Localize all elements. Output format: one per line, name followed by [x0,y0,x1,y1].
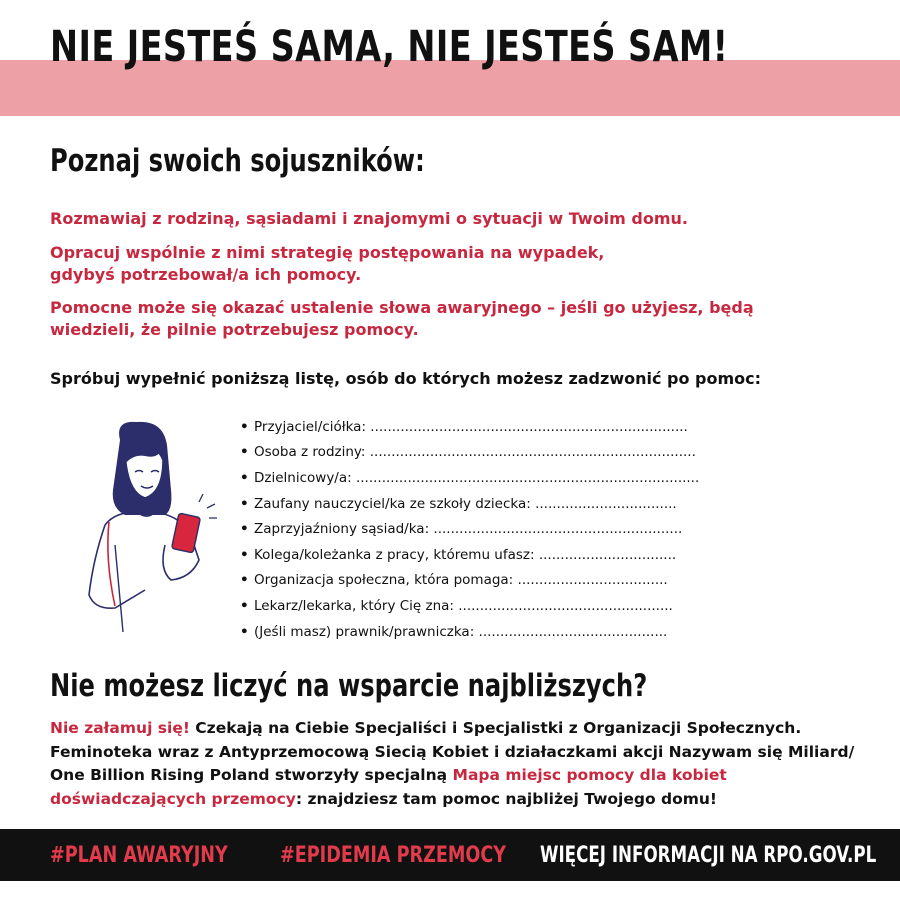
help-map-link[interactable]: Mapa miejsc pomocy dla kobiet doświadczających przemocy [50,766,727,808]
contact-line: Zaprzyjaźniony sąsiad/ka: .......................................................... [254,521,683,538]
bullet-icon: • [240,418,249,435]
bullet-icon: • [240,623,249,640]
contact-line: Zaufany nauczyciel/ka ze szkoły dziecka: ................................. [254,495,677,512]
support-text-2: : znajdziesz tam pomoc najbliżej Twojego domu! [295,789,718,808]
bullet-icon: • [240,521,249,538]
list-item [240,593,760,619]
contact-line: Kolega/koleżanka z pracy, któremu ufasz: ................................ [254,546,677,563]
list-item [240,465,760,491]
support-paragraph [50,717,870,811]
hashtag-plan-awaryjny: #PLAN AWARYJNY [50,843,228,868]
contact-line: Osoba z rodziny: ............................................................................ [254,444,696,461]
support-red-lead: Nie załamuj się! [50,719,190,737]
bullet-icon: • [240,597,249,614]
advice-paragraph-2: Opracuj wspólnie z nimi strategię postępowania na wypadek, gdybyś potrzebował/a ich pomocy. [50,243,605,284]
bullet-icon: • [240,469,249,486]
list-item [240,619,760,645]
list-item [240,491,760,517]
contact-line: Dzielnicowy/a: ................................................................................ [254,469,700,486]
footer-bar [0,829,900,881]
allies-heading: Poznaj swoich sojuszników: [50,143,425,179]
contact-line: Organizacja społeczna, która pomaga: ................................... [254,572,668,589]
bullet-icon: • [240,444,249,461]
contact-list [240,414,760,644]
contact-line: (Jeśli masz) prawnik/prawniczka: ............................................ [254,623,668,640]
more-info-link[interactable]: WIĘCEJ INFORMACJI NA RPO.GOV.PL [540,843,877,868]
contact-line: Lekarz/lekarka, który Cię zna: .................................................. [254,597,673,614]
contact-line: Przyjaciel/ciółka: .......................................................................... [254,418,688,435]
bullet-icon: • [240,495,249,512]
support-text-1: Czekają na Ciebie Specjaliści i Specjalistki z Organizacji Społecznych. Feminoteka wraz z Antyprzemocową Siecią Kobiet i działaczkami akcji Nazywam się Miliard/ One Billion Rising Poland stworzyły specjalną [50,719,855,784]
list-item [240,440,760,466]
support-heading: Nie możesz liczyć na wsparcie najbliższych? [50,668,648,704]
list-intro: Spróbuj wypełnić poniższą listę, osób do których możesz zadzwonić po pomoc: [50,369,762,388]
advice-paragraph-3: Pomocne może się okazać ustalenie słowa awaryjnego – jeśli go użyjesz, będą wiedzieli, że pilnie potrzebujesz pomocy. [50,298,754,339]
bullet-icon: • [240,572,249,589]
list-item [240,516,760,542]
list-item [240,414,760,440]
bullet-icon: • [240,546,249,563]
list-item [240,568,760,594]
woman-with-phone-icon [75,420,235,635]
advice-paragraph-1: Rozmawiaj z rodziną, sąsiadami i znajomymi o sytuacji w Twoim domu. [50,209,688,228]
page-title: NIE JESTEŚ SAMA, NIE JESTEŚ SAM! [50,22,729,72]
list-item [240,542,760,568]
hashtag-epidemia-przemocy: #EPIDEMIA PRZEMOCY [280,843,507,868]
